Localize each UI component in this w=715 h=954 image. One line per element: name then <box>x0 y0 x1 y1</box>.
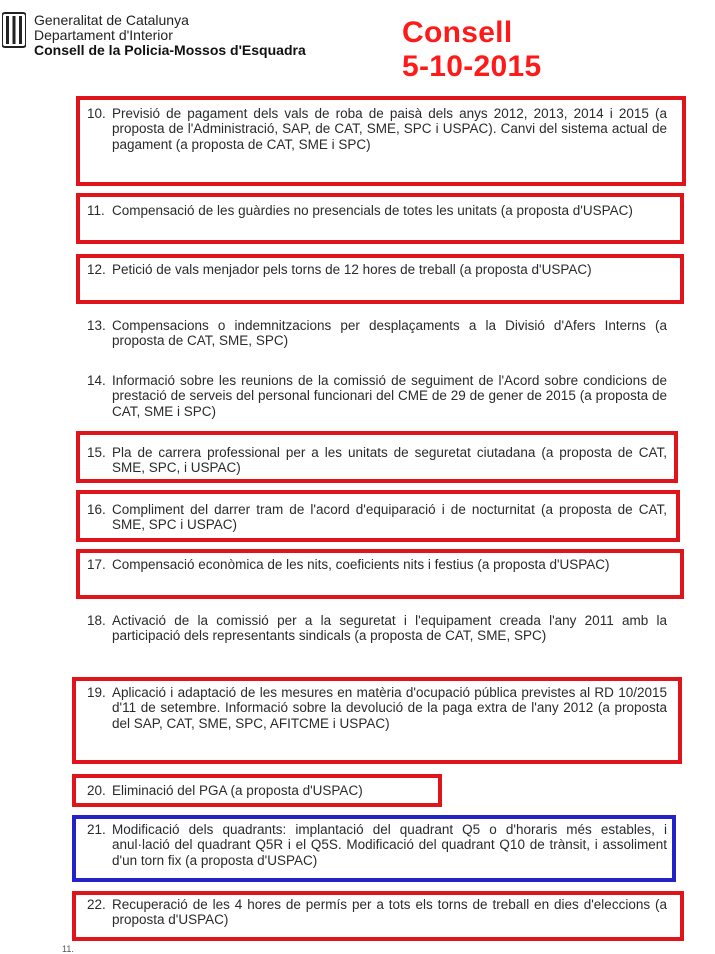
item-text: Compensació de les guàrdies no presencials de totes les unitats (a proposta d'USPAC) <box>112 203 633 218</box>
list-item <box>87 318 667 349</box>
list-item <box>87 613 667 644</box>
item-number: 19. <box>87 685 106 700</box>
item-text: Compensacions o indemnitzacions per desplaçaments a la Divisió d'Afers Interns (a proposta de CAT, SME, SPC) <box>112 318 667 349</box>
list-item <box>87 897 667 928</box>
item-text: Informació sobre les reunions de la comissió de seguiment de l'Acord sobre condicions de prestació de serveis del personal funcionari del CME de 29 de gener de 2015 (a proposta de CAT, SME i SPC) <box>112 373 667 419</box>
next-item-fragment: 11. <box>62 944 74 954</box>
generalitat-logo-icon <box>2 12 26 48</box>
header-department: Departament d'Interior <box>34 27 173 43</box>
item-number: 18. <box>87 613 106 628</box>
header-council: Consell de la Policia-Mossos d'Esquadra <box>34 42 306 58</box>
highlight-box-item-11 <box>76 193 684 244</box>
item-number: 21. <box>87 822 106 837</box>
list-item <box>87 106 667 152</box>
item-number: 11. <box>87 203 105 218</box>
list-item <box>87 557 667 572</box>
list-item <box>87 502 667 533</box>
item-number: 12. <box>87 262 106 277</box>
item-text: Modificació dels quadrants: implantació del quadrant Q5 o d'horaris més estables, i anul·lació del quadrant Q5R i el Q5S. Modificació del quadrant Q10 de trànsit, i assoliment d'un torn fix (a proposta d'USPAC) <box>112 822 667 868</box>
item-number: 13. <box>87 318 106 333</box>
annotation-title: Consell <box>402 16 513 49</box>
list-item <box>87 373 667 419</box>
list-item <box>87 445 667 476</box>
item-text: Compliment del darrer tram de l'acord d'equiparació i de nocturnitat (a proposta de CAT, SME, SPC i USPAC) <box>112 502 667 533</box>
annotation-date: 5-10-2015 <box>402 50 542 83</box>
item-text: Activació de la comissió per a la seguretat i l'equipament creada l'any 2011 amb la participació dels representants sindicals (a proposta de CAT, SME, SPC) <box>112 613 667 644</box>
list-item <box>87 685 667 731</box>
item-text: Previsió de pagament dels vals de roba de paisà dels anys 2012, 2013, 2014 i 2015 (a proposta de l'Administració, SAP, de CAT, SME, SPC i USPAC). Canvi del sistema actual de pagament (a proposta de CAT, SME i SPC) <box>112 106 667 152</box>
item-text: Petició de vals menjador pels torns de 12 hores de treball (a proposta d'USPAC) <box>112 262 592 277</box>
document-header <box>34 13 306 58</box>
item-number: 22. <box>87 897 106 912</box>
item-number: 10. <box>87 106 106 121</box>
item-number: 20. <box>87 783 106 798</box>
list-item <box>87 822 667 868</box>
item-text: Compensació econòmica de les nits, coeficients nits i festius (a proposta d'USPAC) <box>112 557 610 572</box>
item-number: 16. <box>87 502 106 517</box>
item-text: Recuperació de les 4 hores de permís per a tots els torns de treball en dies d'eleccions (a proposta d'USPAC) <box>112 897 667 928</box>
item-text: Eliminació del PGA (a proposta d'USPAC) <box>112 783 363 798</box>
item-text: Pla de carrera professional per a les unitats de seguretat ciutadana (a proposta de CAT, SME, SPC, i USPAC) <box>112 445 667 476</box>
item-number: 17. <box>87 557 106 572</box>
list-item <box>87 262 667 277</box>
item-number: 15. <box>87 445 106 460</box>
item-number: 14. <box>87 373 106 388</box>
list-item <box>87 783 667 798</box>
list-item <box>87 203 667 218</box>
meeting-annotation <box>402 16 541 84</box>
item-text: Aplicació i adaptació de les mesures en matèria d'ocupació pública previstes al RD 10/2015 d'11 de setembre. Informació sobre la devolució de la paga extra de l'any 2012 (a proposta del SAP, CAT, SME, SPC, AFITCME i USPAC) <box>112 685 667 731</box>
header-government: Generalitat de Catalunya <box>34 12 189 28</box>
